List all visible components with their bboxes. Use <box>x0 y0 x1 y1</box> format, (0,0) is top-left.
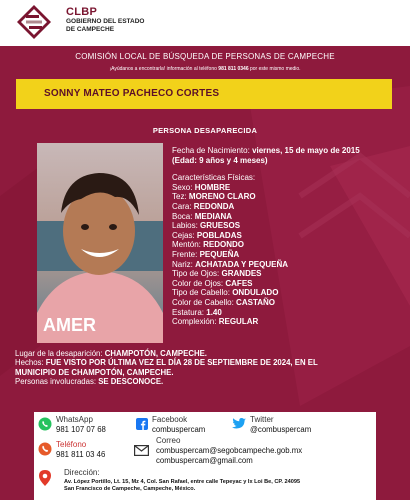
feature-row <box>172 250 404 260</box>
phone-label: Teléfono <box>56 440 87 449</box>
address-line-2: San Francisco de Campeche, Campeche, México. <box>64 486 196 492</box>
whatsapp-icon <box>38 417 52 431</box>
involved-label: Personas involucradas: <box>15 377 97 387</box>
feature-value: POBLADAS <box>196 230 242 240</box>
feature-value: REDONDA <box>193 201 235 211</box>
logo-title: CLBP <box>66 6 98 18</box>
feature-row <box>172 212 404 222</box>
feature-row <box>172 279 404 289</box>
features-title: Características Físicas: <box>172 173 256 183</box>
facebook-icon <box>136 418 148 430</box>
event-info <box>15 349 400 387</box>
feature-value: REGULAR <box>218 317 259 327</box>
email-icon <box>134 445 149 456</box>
contact-card <box>34 412 376 500</box>
feature-label: Cejas: <box>172 230 195 240</box>
feature-label: Labios: <box>172 221 198 231</box>
person-photo <box>37 143 163 343</box>
feature-value: REDONDO <box>203 240 245 250</box>
feature-label: Color de Cabello: <box>172 297 234 307</box>
feature-label: Nariz: <box>172 259 193 269</box>
feature-label: Sexo: <box>172 182 193 192</box>
feature-value: 1.40 <box>206 307 222 317</box>
place-value: CHAMPOTÓN, CAMPECHE. <box>104 349 207 358</box>
feature-value: HOMBRE <box>194 182 231 192</box>
feature-row <box>172 308 404 318</box>
header <box>0 0 410 46</box>
feature-row <box>172 202 404 212</box>
involved-row <box>15 377 400 386</box>
facts-row <box>15 358 400 367</box>
feature-value: ACHATADA Y PEQUEÑA <box>195 259 289 269</box>
logo-text <box>66 6 145 34</box>
email-value-2[interactable]: combuspercam@gmail.com <box>156 456 253 465</box>
phone-icon <box>38 442 52 456</box>
feature-value: CAFES <box>225 278 253 288</box>
feature-value: CASTAÑO <box>236 297 276 307</box>
location-pin-icon <box>39 470 51 486</box>
feature-label: Complexión: <box>172 317 217 327</box>
commission-title: COMISIÓN LOCAL DE BÚSQUEDA DE PERSONAS DE CAMPECHE <box>75 52 335 61</box>
help-line <box>0 66 410 72</box>
feature-row <box>172 192 404 202</box>
age-text: (Edad: 9 años y 4 meses) <box>172 155 268 165</box>
email-value-1[interactable]: combuspercam@segobcampeche.gob.mx <box>156 446 303 455</box>
twitter-label: Twitter <box>250 415 274 424</box>
feature-row <box>172 269 404 279</box>
feature-row <box>172 221 404 231</box>
facebook-value[interactable]: combuspercam <box>152 425 206 434</box>
logo-mark-icon <box>16 4 52 40</box>
email-label: Correo <box>156 436 181 445</box>
logo-sub-line1: GOBIERNO DEL ESTADO <box>66 18 145 25</box>
feature-row <box>172 317 404 327</box>
feature-row <box>172 183 404 193</box>
facebook-label: Facebook <box>152 415 188 424</box>
twitter-value[interactable]: @combuspercam <box>250 425 312 434</box>
phone-value[interactable]: 981 811 03 46 <box>56 450 106 459</box>
name-bar <box>16 79 392 109</box>
help-suffix: por este mismo medio. <box>250 66 301 72</box>
features-list <box>172 183 404 327</box>
address-line-1: Av. López Portillo, Lt. 15, Mz 4, Col. San Rafael, entre calle Tepeyac y Ix Loi Be, CP. 24095 <box>64 479 301 485</box>
place-row <box>15 349 400 358</box>
feature-label: Estatura: <box>172 307 205 317</box>
address-label: Dirección: <box>64 468 100 477</box>
feature-row <box>172 298 404 308</box>
feature-value: PEQUEÑA <box>199 249 240 259</box>
birth-label: Fecha de Nacimiento: <box>172 146 250 155</box>
facts-line1: FUE VISTO POR ÚLTIMA VEZ EL DÍA 28 DE SEPTIEMBRE DE 2024, EN EL <box>45 358 318 368</box>
facts-line2: MUNICIPIO DE CHAMPOTÓN, CAMPECHE. <box>15 367 174 377</box>
feature-value: MEDIANA <box>194 211 233 221</box>
feature-label: Boca: <box>172 211 193 221</box>
feature-label: Cara: <box>172 201 192 211</box>
feature-row <box>172 260 404 270</box>
shirt-text: AMER <box>43 315 96 335</box>
logo-sub-line2: DE CAMPECHE <box>66 26 115 33</box>
feature-label: Tipo de Cabello: <box>172 288 230 298</box>
feature-row <box>172 288 404 298</box>
feature-label: Tipo de Ojos: <box>172 269 220 279</box>
person-name: SONNY MATEO PACHECO CORTES <box>44 88 220 99</box>
feature-label: Color de Ojos: <box>172 278 224 288</box>
birth-row <box>172 146 404 156</box>
facts-label: Hechos: <box>15 358 44 368</box>
involved-value: SE DESCONOCE. <box>98 377 164 387</box>
feature-row <box>172 231 404 241</box>
place-label: Lugar de la desaparición: <box>15 349 103 358</box>
status-title: PERSONA DESAPARECIDA <box>152 126 258 135</box>
poster <box>0 46 410 500</box>
feature-label: Frente: <box>172 249 198 259</box>
feature-value: GRANDES <box>221 269 262 279</box>
person-details <box>172 146 404 327</box>
feature-row <box>172 240 404 250</box>
feature-value: ONDULADO <box>232 288 279 298</box>
feature-label: Tez: <box>172 192 187 202</box>
feature-value: GRUESOS <box>200 221 241 231</box>
feature-label: Mentón: <box>172 240 201 250</box>
whatsapp-label: WhatsApp <box>56 415 93 424</box>
birth-value: viernes, 15 de mayo de 2015 <box>252 146 360 155</box>
feature-value: MORENO CLARO <box>188 192 256 202</box>
twitter-icon <box>232 418 246 430</box>
help-prefix: ¡Ayúdanos a encontrarla! información al teléfono <box>109 66 217 72</box>
whatsapp-value[interactable]: 981 107 07 68 <box>56 425 106 434</box>
help-phone: 981 811 0346 <box>218 66 249 72</box>
